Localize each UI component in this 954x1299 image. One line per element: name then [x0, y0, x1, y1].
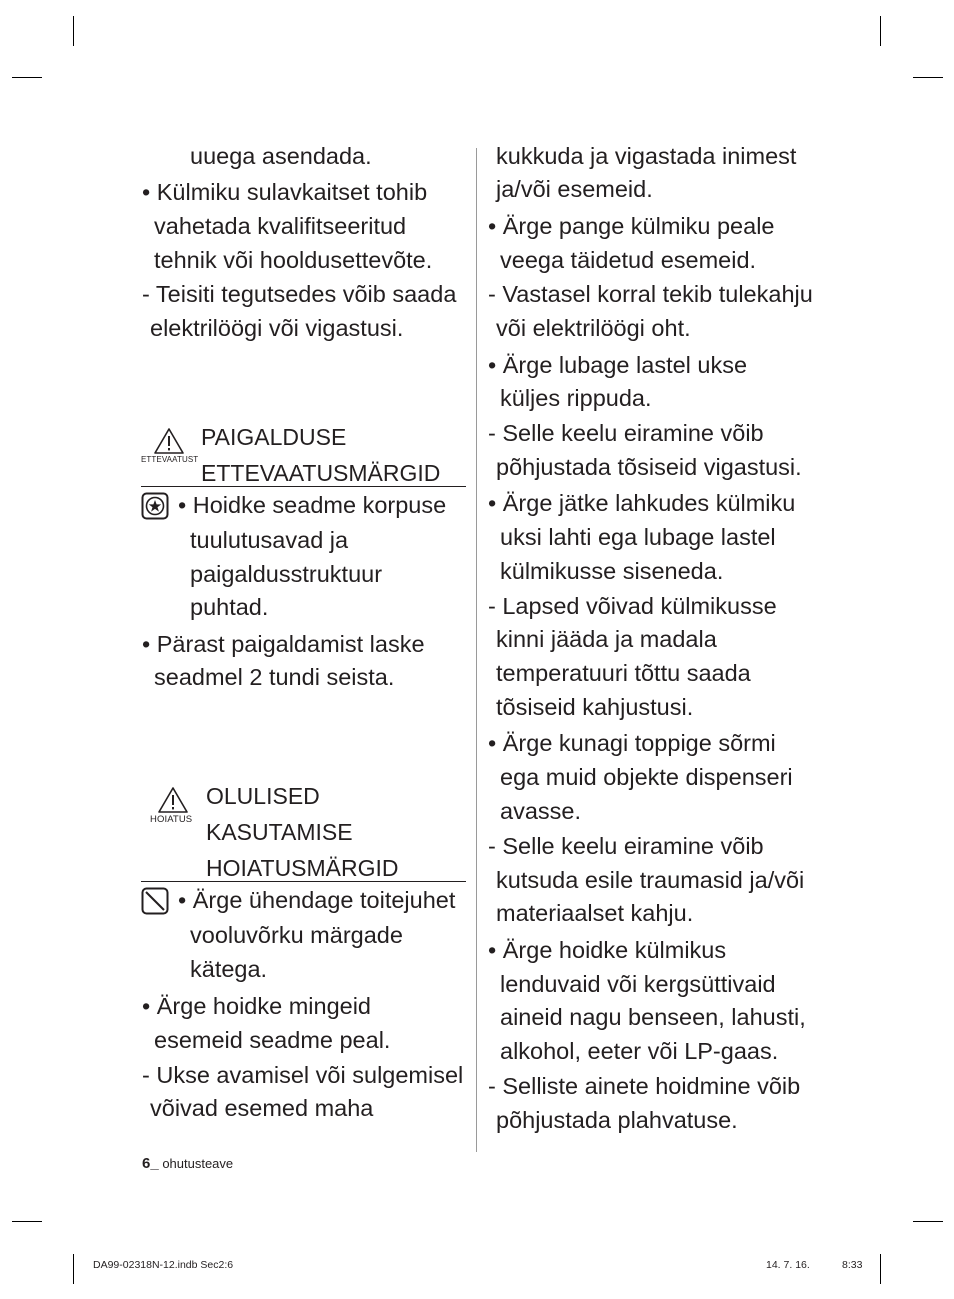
- bullet-text: vahetada kvalifitseeritud: [154, 213, 407, 239]
- print-file-info: DA99-02318N-12.indb Sec2:6: [93, 1259, 234, 1271]
- bullet-text: veega täidetud esemeid.: [500, 247, 757, 273]
- dash-text: põhjustada plahvatuse.: [496, 1107, 738, 1133]
- page-number: 6: [142, 1155, 151, 1172]
- bullet-text: esemeid seadme peal.: [154, 1027, 391, 1053]
- bullet-text: alkohol, eeter või LP-gaas.: [500, 1038, 779, 1064]
- bullet-text: • Hoidke seadme korpuse: [178, 492, 447, 518]
- warning-icon-label: HOIATUS: [150, 814, 193, 825]
- bullet-text: • Ärge hoidke külmikus: [488, 937, 727, 963]
- bullet-text: küljes rippuda.: [500, 385, 652, 411]
- bullet-text: uksi lahti ega lubage lastel: [500, 524, 776, 550]
- section-heading: KASUTAMISE: [206, 819, 353, 845]
- crop-mark-bottom-right-horizontal: [913, 1221, 943, 1222]
- bullet-text: • Ärge hoidke mingeid: [142, 993, 371, 1019]
- section-heading: HOIATUSMÄRGID: [206, 855, 399, 881]
- dash-text: - Lapsed võivad külmikusse: [488, 593, 777, 619]
- dash-text: - Selle keelu eiramine võib: [488, 833, 764, 859]
- print-time: 8:33: [842, 1259, 863, 1271]
- bullet-text: tuulutusavad ja: [190, 527, 349, 553]
- column-divider: [476, 148, 477, 1152]
- text-line: ja/või esemeid.: [496, 176, 653, 202]
- section-heading: OLULISED: [206, 783, 320, 809]
- bullet-text: vooluvõrku märgade: [190, 922, 403, 948]
- dash-text: - Ukse avamisel või sulgemisel: [142, 1062, 464, 1088]
- heading-rule: [141, 486, 466, 487]
- warning-triangle-icon: [153, 427, 185, 455]
- dash-text: elektrilöögi või vigastusi.: [150, 315, 404, 341]
- crop-mark-top-left-horizontal: [12, 77, 42, 78]
- dash-text: - Vastasel korral tekib tulekahju: [488, 281, 813, 307]
- section-name: ohutusteave: [162, 1156, 234, 1171]
- dash-text: võivad esemed maha: [150, 1095, 374, 1121]
- crop-mark-bottom-right-vertical: [880, 1254, 881, 1284]
- bullet-text: • Pärast paigaldamist laske: [142, 631, 425, 657]
- star-box-icon: [141, 492, 169, 520]
- continuation-line: uuega asendada.: [190, 143, 372, 169]
- dash-text: - Selle keelu eiramine võib: [488, 420, 764, 446]
- print-date: 14. 7. 16.: [766, 1259, 810, 1271]
- crop-mark-bottom-left-horizontal: [12, 1221, 42, 1222]
- dash-text: või elektrilöögi oht.: [496, 315, 691, 341]
- crop-mark-top-right-vertical: [880, 16, 881, 46]
- bullet-text: puhtad.: [190, 594, 269, 620]
- bullet-text: paigaldusstruktuur: [190, 561, 383, 587]
- bullet-text: avasse.: [500, 798, 581, 824]
- dash-text: kutsuda esile traumasid ja/või: [496, 867, 805, 893]
- bullet-text: • Ärge ühendage toitejuhet: [178, 887, 456, 913]
- heading-rule: [141, 881, 466, 882]
- dash-text: kinni jääda ja madala: [496, 626, 717, 652]
- bullet-text: • Ärge lubage lastel ukse: [488, 352, 748, 378]
- crop-mark-bottom-left-vertical: [73, 1254, 74, 1284]
- bullet-text: külmikusse siseneda.: [500, 558, 724, 584]
- page-footer: [142, 1155, 233, 1172]
- bullet-text: kätega.: [190, 956, 268, 982]
- dash-text: tõsiseid kahjustusi.: [496, 694, 694, 720]
- bullet-text: seadmel 2 tundi seista.: [154, 664, 395, 690]
- page-number-suffix: _: [150, 1155, 159, 1172]
- bullet-text: lenduvaid või kergsüttivaid: [500, 971, 776, 997]
- crop-mark-top-right-horizontal: [913, 77, 943, 78]
- caution-icon-label: ETTEVAATUST: [141, 455, 199, 464]
- dash-text: - Selliste ainete hoidmine võib: [488, 1073, 801, 1099]
- bullet-text: • Ärge pange külmiku peale: [488, 213, 775, 239]
- bullet-text: • Ärge kunagi toppige sõrmi: [488, 730, 776, 756]
- dash-text: põhjustada tõsiseid vigastusi.: [496, 454, 802, 480]
- dash-text: materiaalset kahju.: [496, 900, 694, 926]
- warning-triangle-icon: [157, 786, 189, 814]
- dash-text: - Teisiti tegutsedes võib saada: [142, 281, 457, 307]
- section-heading: ETTEVAATUSMÄRGID: [201, 460, 441, 486]
- section-heading: PAIGALDUSE: [201, 424, 347, 450]
- bullet-text: ega muid objekte dispenseri: [500, 764, 793, 790]
- prohibition-box-icon: [141, 887, 169, 915]
- bullet-text: • Külmiku sulavkaitset tohib: [142, 179, 428, 205]
- dash-text: temperatuuri tõttu saada: [496, 660, 751, 686]
- bullet-text: tehnik või hooldusettevõte.: [154, 247, 433, 273]
- text-line: kukkuda ja vigastada inimest: [496, 143, 797, 169]
- bullet-text: aineid nagu benseen, lahusti,: [500, 1004, 806, 1030]
- crop-mark-top-left-vertical: [73, 16, 74, 46]
- bullet-text: • Ärge jätke lahkudes külmiku: [488, 490, 796, 516]
